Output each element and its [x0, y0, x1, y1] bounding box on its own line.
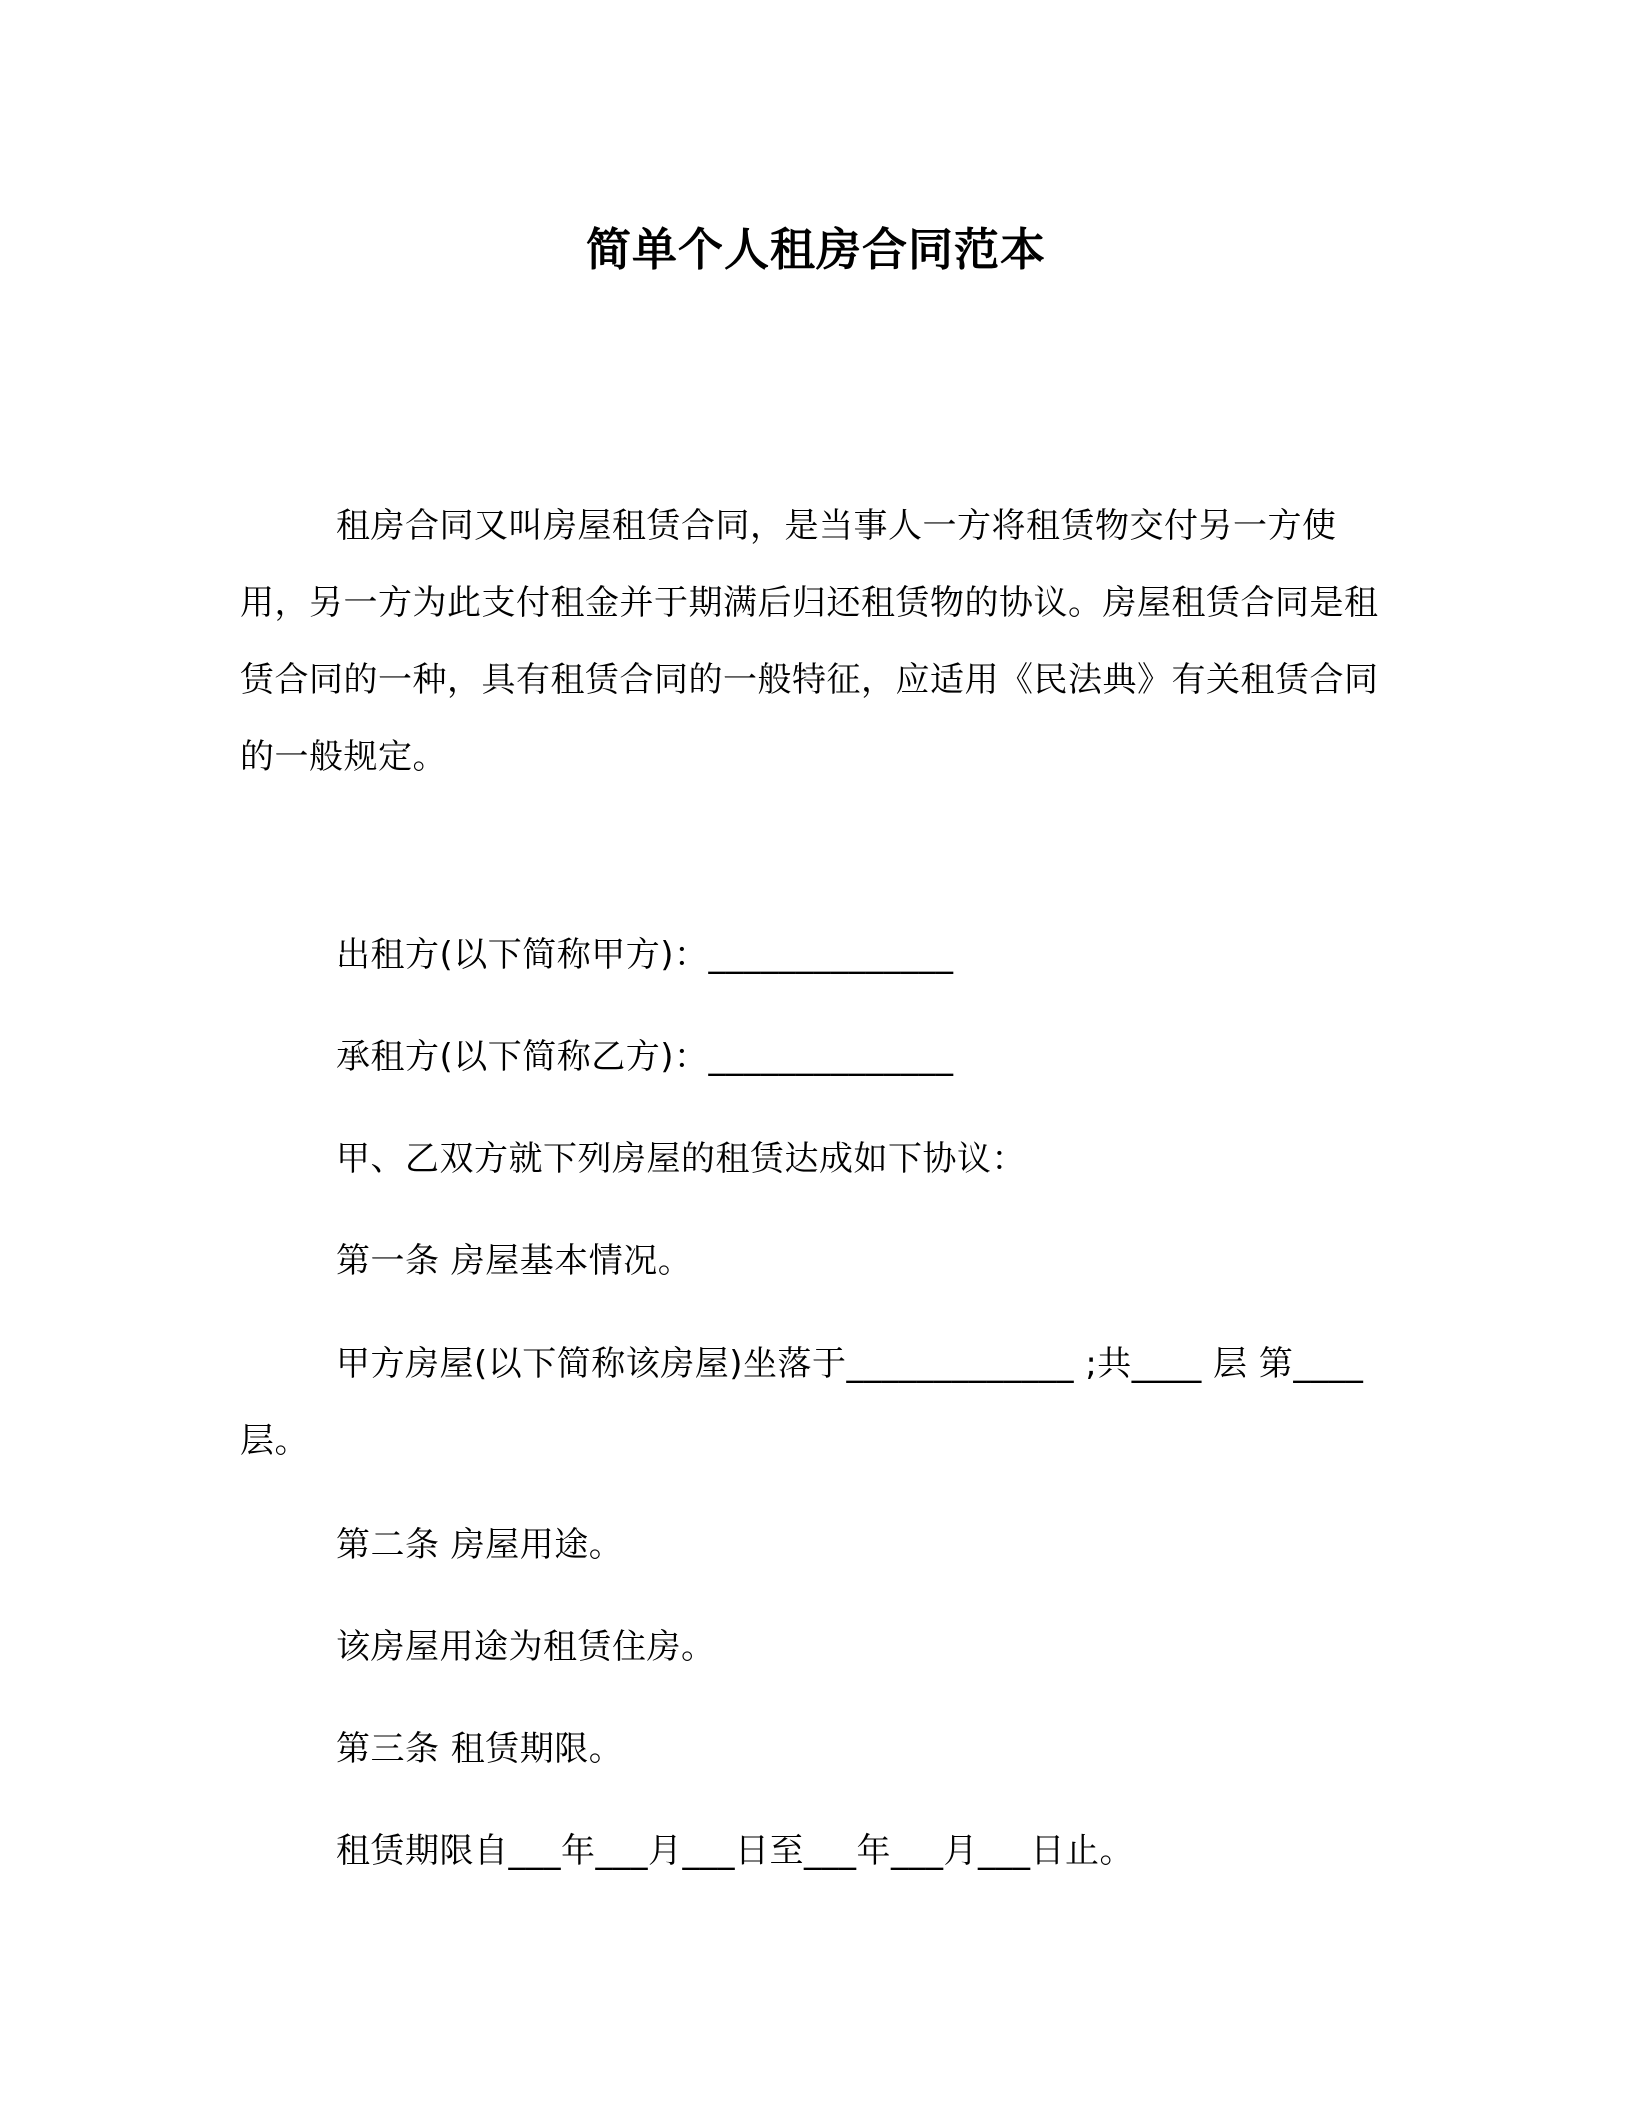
article3-title: 第三条 租赁期限。: [336, 1729, 624, 1769]
article1-title: 第一条 房屋基本情况。: [336, 1241, 693, 1281]
lessee-line: 承租方(以下简称乙方)：______________: [336, 1037, 954, 1077]
article2-title: 第二条 房屋用途。: [336, 1525, 624, 1565]
article3-body: 租赁期限自___年___月___日至___年___月___日止。: [336, 1831, 1134, 1871]
document-title: 简单个人租房合同范本: [585, 223, 1046, 276]
article2-body: 该房屋用途为租赁住房。: [336, 1627, 716, 1667]
intro-paragraph: 租房合同又叫房屋租赁合同，是当事人一方将租赁物交付另一方使用，另一方为此支付租金并于期满后归还租赁物的协议。房屋租赁合同是租赁合同的一种，具有租赁合同的一般特征，应适用《民法典》有关租赁合同的一般规定。: [240, 506, 1379, 777]
agreement-line: 甲、乙双方就下列房屋的租赁达成如下协议：: [336, 1139, 1026, 1179]
article1-body: 甲方房屋(以下简称该房屋)坐落于_____________ ;共____ 层 第____层。: [240, 1344, 1364, 1461]
lessor-line: 出租方(以下简称甲方)：______________: [336, 935, 954, 975]
